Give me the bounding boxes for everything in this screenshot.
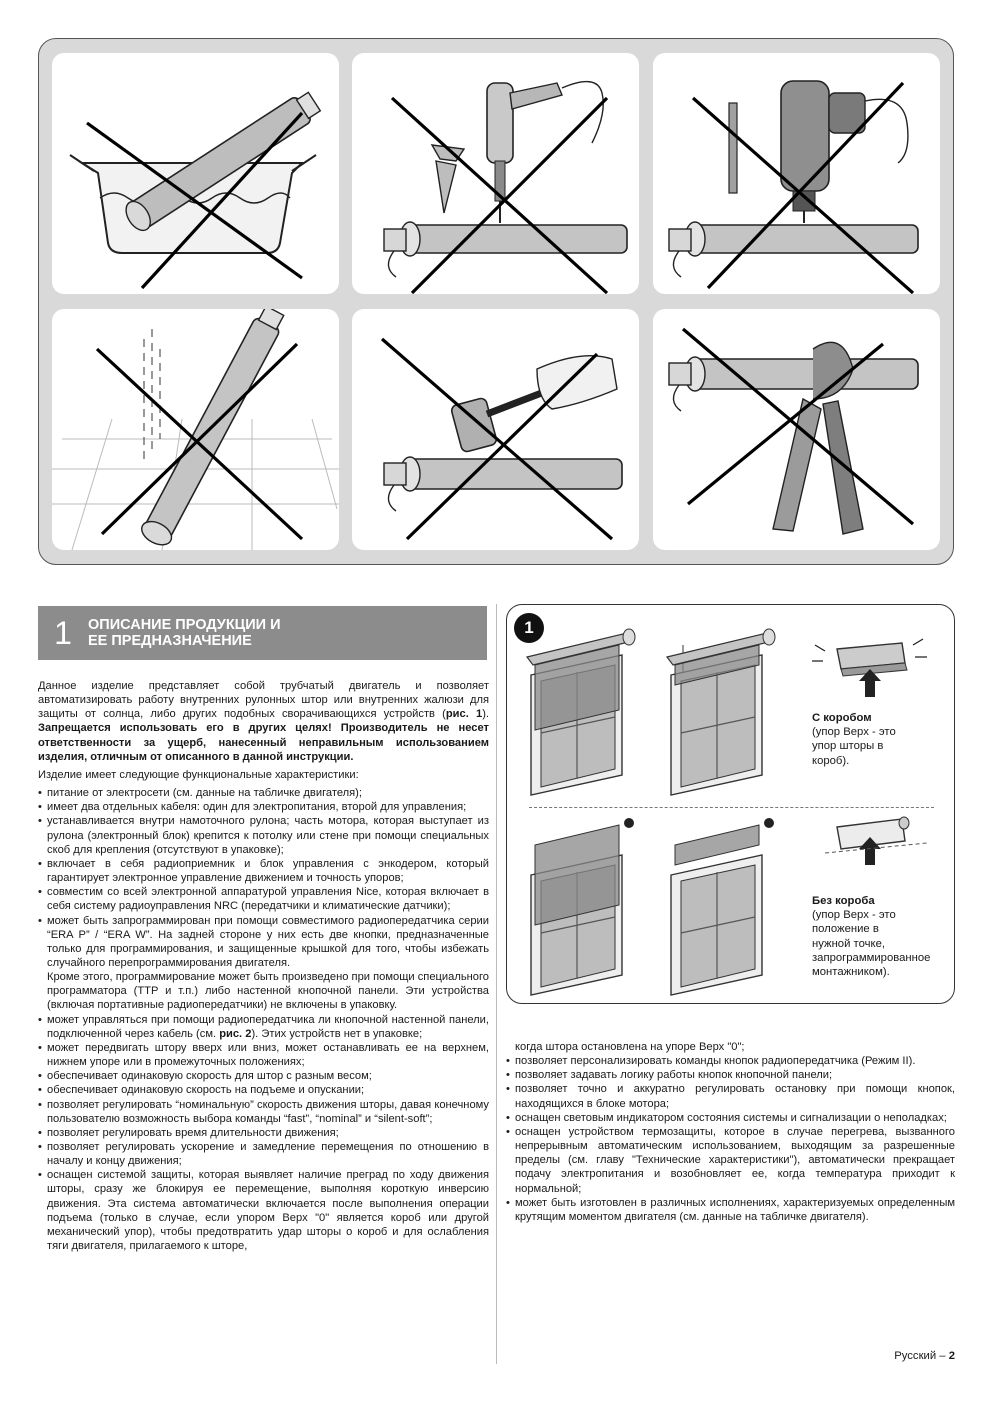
list-item: • совместим со всей электронной аппаратурой управления Nice, которая включает в себя систему радиоуправления NRC (передатчики и климатические датчики);: [38, 885, 489, 913]
warning-pliers-motor: [653, 309, 940, 550]
left-column: [38, 679, 489, 1253]
figure-ref-2: рис. 2: [219, 1027, 252, 1040]
figure-ref: рис. 1: [445, 708, 483, 721]
list-item: • позволяет персонализировать команды кнопок радиопередатчика (Режим II).: [506, 1054, 955, 1068]
caption-without-box: [812, 894, 930, 979]
section-heading: [38, 606, 487, 660]
features-lead: Изделие имеет следующие функциональные характеристики:: [38, 768, 359, 781]
figure-1-badge: 1: [514, 613, 544, 643]
warning-drop-motor: [52, 309, 339, 550]
caption-without-box-line5: монтажником).: [812, 966, 890, 979]
list-item: • позволяет задавать логику работы кнопок кнопочной панели;: [506, 1068, 955, 1082]
list-item: • позволяет точно и аккуратно регулировать остановку при помощи кнопок, находящихся в блоке мотора;: [506, 1082, 955, 1110]
figure-1-divider: [529, 807, 934, 808]
feature-list-right: [506, 1040, 955, 1224]
list-item: • оснащен световым индикатором состояния системы и сигнализации о неполадках;: [506, 1111, 955, 1125]
caption-without-box-line3: нужной точке,: [812, 937, 885, 950]
list-item-continuation: Кроме этого, программирование может быть произведено при помощи специального программатора (TTP и т.п.) либо настенной кнопочной панели. Эти устройства (включая портативные радиопередатчики) не включены в упаковку.: [47, 971, 489, 1012]
caption-with-box: [812, 711, 896, 768]
feature-list-left: [38, 786, 489, 1253]
list-item: • обеспечивает одинаковую скорость на подъеме и опускании;: [38, 1083, 489, 1097]
section-title-line2: ЕЕ ПРЕДНАЗНАЧЕНИЕ: [88, 633, 252, 649]
warning-screw-motor: [352, 53, 639, 294]
warning-immerse-water: [52, 53, 339, 294]
list-item: • оснащен системой защиты, которая выявляет наличие преград по ходу движения шторы, сразу же блокируя ее перемещение, выполняя короткую инверсию движения. Эта система автоматически включается после выполнения операции подъема (только в случае, если упором Верх "0" является короб или другой механический упор), чтобы предотвратить удар шторы о короб и для ослабления тяги двигателя, прилагаемого к шторе,: [38, 1168, 489, 1253]
figure-1: [506, 604, 955, 1004]
list-item: • имеет два отдельных кабеля: один для электропитания, второй для управления;: [38, 800, 489, 814]
list-item: • оснащен устройством термозащиты, которое в случае перегрева, вызванного непрерывным автоматическим использованием, выходящим за разрешенные пределы (см. главу "Технические характеристики"), автоматически прекращает подачу электропитания и возобновляет ее, когда температура приходит к нормальной;: [506, 1125, 955, 1196]
intro-warning: Запрещается использовать его в других целях! Производитель не несет ответственности за ущерб, нанесенный неправильным использованием изделия, отличным от описанного в данной инструкции.: [38, 722, 489, 763]
intro-text-mid: ).: [482, 708, 489, 721]
footer-language: Русский –: [894, 1350, 949, 1362]
section-number: 1: [54, 614, 72, 651]
list-item: • обеспечивает одинаковую скорость для штор с разным весом;: [38, 1069, 489, 1083]
list-item: [38, 1013, 489, 1041]
caption-with-box-line2: упор шторы в: [812, 740, 884, 753]
section-title: [88, 617, 281, 649]
caption-with-box-line1: (упор Верх - это: [812, 726, 896, 739]
column-divider: [496, 604, 497, 1364]
page-footer: [894, 1350, 955, 1362]
list-item: • включает в себя радиоприемник и блок управления с энкодером, который гарантирует электронное управление движением и точность упоров;: [38, 857, 489, 885]
right-column: [506, 1040, 955, 1224]
list-item: • может быть изготовлен в различных исполнениях, характеризуемых определенным крутящим моментом двигателя (см. данные на табличке двигателя).: [506, 1196, 955, 1224]
intro-paragraph: [38, 679, 489, 764]
warning-hammer-motor: [352, 309, 639, 550]
warning-illustrations-panel: [38, 38, 954, 565]
list-item-continuation: когда штора остановлена на упоре Верх "0";: [515, 1041, 745, 1053]
list-item: • позволяет регулировать “номинальную” скорость движения шторы, давая конечному пользователю возможность выбора команды “fast”, “nominal” и “silent-soft”;: [38, 1098, 489, 1126]
list-item: • может передвигать штору вверх или вниз, может останавливать ее на верхнем, нижнем упоре или в промежуточных положениях;: [38, 1041, 489, 1069]
list-item: • устанавливается внутри намоточного рулона; часть мотора, которая выступает из рулона (электронный блок) крепится к потолку или стене при помощи специальных скоб для крепления (отсутствуют в упаковке);: [38, 814, 489, 856]
section-title-line1: ОПИСАНИЕ ПРОДУКЦИИ И: [88, 617, 281, 633]
caption-without-box-line1: (упор Верх - это: [812, 909, 896, 922]
list-item: • позволяет регулировать ускорение и замедление перемещения по отношению в началу и концу движения;: [38, 1140, 489, 1168]
intro-text: Данное изделие представляет собой трубчатый двигатель и позволяет автоматизировать работу внутренних рулонных штор или внутренних жалюзи для защиты от солнца, либо других подобных сворачивающихся устройств (: [38, 680, 489, 721]
warning-drill-motor: [653, 53, 940, 294]
caption-with-box-title: С коробом: [812, 712, 872, 724]
caption-without-box-title: Без короба: [812, 895, 875, 907]
caption-without-box-line4: запрограммированное: [812, 951, 931, 964]
caption-without-box-line2: положение в: [812, 923, 879, 936]
list-item: • позволяет регулировать время длительности движения;: [38, 1126, 489, 1140]
cable-text: может управляться при помощи радиопередатчика ли кнопочной настенной панели, подключенной через кабель (см.: [47, 1013, 489, 1040]
caption-with-box-line3: короб).: [812, 754, 850, 767]
cable-text-end: ). Этих устройств нет в упаковке;: [251, 1027, 423, 1040]
page-number: 2: [948, 1350, 955, 1362]
list-item: • может быть запрограммирован при помощи совместимого радиопередатчика серии “ERA P” / “ERA W”. На задней стороне у них есть две кнопки, предназначенные только для программирования, и защищенные крышкой для того, чтобы избежать случайного перепрограммирования двигателя.: [38, 914, 489, 971]
list-item: • питание от электросети (см. данные на табличке двигателя);: [38, 786, 489, 800]
